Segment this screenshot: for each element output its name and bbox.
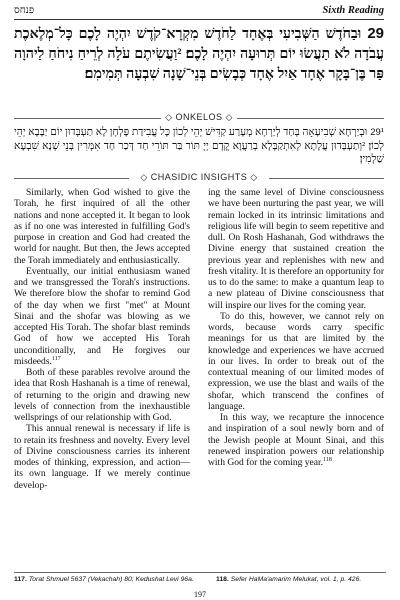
- onkelos-verse-number: 29: [370, 127, 381, 138]
- paragraph: ing the same level of Divine consciousness we have been nurturing the past year, we will remain locked in its intrinsic limitations and religious life will begin to seem repetitive and dull. On Rosh Hashanah, God withdraws the Divine energy that sustained creation the previous year and replenishes with new and fresh vitality. It is therefore an opportunity for us to do the same: to make a quantum leap to a new plateau of Divine consciousness that will inspire our lives for the coming year.: [208, 187, 384, 311]
- right-column: [208, 187, 384, 539]
- left-column: [14, 187, 190, 539]
- verse-number: 29: [367, 25, 384, 42]
- divider-line-right: [229, 118, 384, 119]
- footnote-117: 117. Torat Shmuel 5637 (Vekachah) 80; Kedushat Levi 96a.: [14, 576, 194, 583]
- page-number: 197: [194, 590, 206, 599]
- footnote-ref: 117: [51, 355, 61, 362]
- section-title: Sixth Reading: [322, 5, 384, 16]
- running-header: [14, 5, 384, 20]
- divider-line-left: [14, 118, 169, 119]
- paragraph: Eventually, our initial enthusiasm waned and we transgressed the Torah's instructions. We therefore blow the shofar to remind God of the day when we first "met" at Mount Sinai and the shofar was blowing as we accepted His Torah. The shofar blast reminds God of how we accepted His Torah unconditionally, and He forgives our misdeeds.$^{117}$: [14, 265, 190, 367]
- paragraph: Both of these parables revolve around the idea that Rosh Hashanah is a time of renewal, of returning to the origin and drawing new levels of connection from the inexhaustible wellsprings of our relationship with God.: [14, 367, 190, 423]
- onkelos-text: ¹וּבְיַרְחָא שְׁבִיעָאָה בְּחַד לְיַרְחָא מְעָרַע קַדִּישׁ יְהֵי לְכוֹן כָּל עֲבִידַת פָּלְחָן לָא תַעְבְּדוּן יוֹם יַבָּבָא יְהֵי לְכוֹן׃ ²וְתַעְבְּדוּן עֲלָתָא לְאִתְקַבָּלָא בְרַעֲוָא קֳדָם יְיָ תּוֹר בַּר תּוֹרֵי חַד דְּכַר חַד אִמְּרִין בְּנֵי שְׁנָא שִׁבְעָא שַׁלְמִין׃: [14, 127, 384, 165]
- verse-text: וּבַחֹדֶשׁ הַשְּׁבִיעִי בְּאֶחָד לַחֹדֶשׁ מִקְרָא־קֹדֶשׁ יִהְיֶה לָכֶם כָּל־מְלֶאכֶת עֲבֹדָה לֹא תַעֲשׂוּ יוֹם תְּרוּעָה יִהְיֶה לָכֶם׃ ²וַעֲשִׂיתֶם עֹלָה לְרֵיחַ נִיחֹחַ לַיהוָה פַּר בֶּן־בָּקָר אֶחָד אַיִל אֶחָד כְּבָשִׂים בְּנֵי־שָׁנָה שִׁבְעָה תְּמִימִם׃: [14, 26, 384, 82]
- insights-divider: [14, 172, 384, 184]
- paragraph: Similarly, when God wished to give the Torah, he first inquired of all the other nations and none accepted it. It began to look as if no one was interested in fulfilling God's purpose in creation and God had created the world for naught. But then, the Jews accepted the Torah immediately and enthusiastically.: [14, 187, 190, 266]
- footnote-ref: 118: [323, 456, 332, 463]
- paragraph: In this way, we recapture the innocence and inspiration of a soul newly born and of the Jewish people at Mount Sinai, and this renewed inspiration powers our relationship with God for the coming year.$^{118}$: [208, 412, 384, 468]
- insights-label: ◇ CHASIDIC INSIGHTS ◇: [136, 172, 261, 182]
- paragraph: This annual renewal is necessary if life is to retain its freshness and novelty. Every level of Divine consciousness carries its inherent modes of thinking, expression, and action—its own language. If we merely continue develop-: [14, 423, 190, 491]
- onkelos-label: ◇ ONKELOS ◇: [161, 112, 237, 122]
- onkelos-divider: [14, 112, 384, 124]
- onkelos-text-block: [14, 126, 384, 168]
- footnote-rule: [14, 572, 386, 573]
- divider-line-right: [269, 178, 384, 179]
- footnote-118: 118. Sefer HaMa'amarim Melukat, vol. 1, p. 426.: [216, 576, 362, 583]
- hebrew-verse: [14, 24, 384, 109]
- paragraph: To do this, however, we cannot rely on words, because words carry specific meanings for us that are limited by the knowledge and experiences we have accrued in our lives. In order to break out of the contextual meaning of our limited modes of expression, we use the blast and wails of the shofar, which transcend the confines of language.: [208, 310, 384, 412]
- divider-line-left: [14, 178, 129, 179]
- parsha-name: פנחס: [14, 5, 35, 16]
